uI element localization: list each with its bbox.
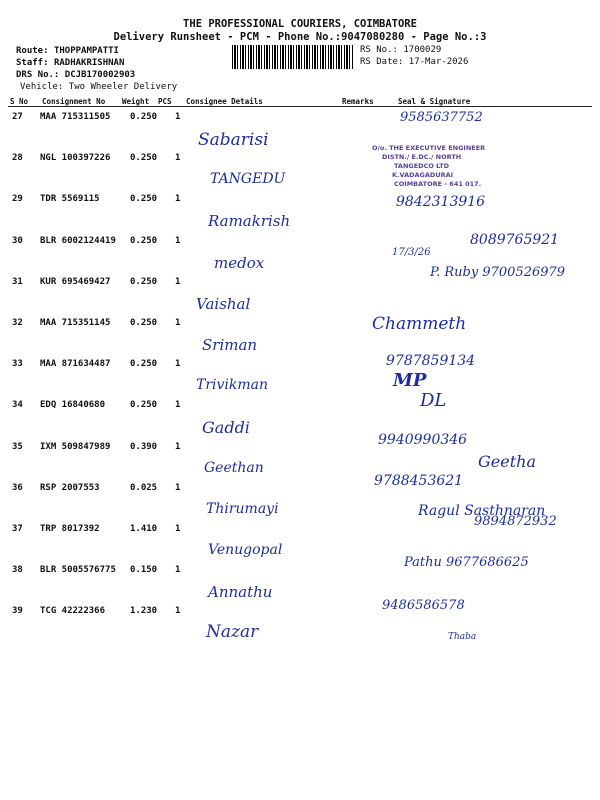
drs-value: DCJB170002903: [64, 70, 136, 80]
row-consignee-signature: Gaddi: [202, 418, 250, 437]
stamp-line-4: K.VADAGADURAI: [392, 171, 454, 179]
row-pcs: 1: [175, 359, 181, 369]
row-consignee-signature: Venugopal: [208, 542, 283, 558]
stamp-line-3: TANGEDCO LTD: [394, 162, 450, 170]
row-weight: 0.250: [130, 400, 158, 410]
row-consignee-signature: Vaishal: [196, 295, 251, 313]
row-consignment-no: BLR 5005576775: [40, 565, 116, 575]
row-pcs: 1: [175, 442, 181, 452]
row-consignment-no: TRP 8017392: [40, 524, 100, 534]
row-pcs: 1: [175, 112, 181, 122]
row-consignment-no: NGL 100397226: [40, 153, 111, 163]
runsheet-title: THE PROFESSIONAL COURIERS, COIMBATORE: [183, 18, 417, 30]
row-sno: 33: [12, 359, 23, 369]
row-consignee-signature: Trivikman: [196, 377, 269, 393]
row-pcs: 1: [175, 153, 181, 163]
row-seal-signature: 9894872932: [474, 514, 557, 529]
stamp-line-5: COIMBATORE - 641 017.: [394, 180, 482, 188]
row-seal-signature: 9788453621: [374, 473, 464, 489]
vehicle-line: [20, 82, 177, 92]
row-consignment-no: MAA 715351145: [40, 318, 111, 328]
row-pcs: 1: [175, 565, 181, 575]
table-row: [8, 314, 592, 360]
rs-no-value: 1700029: [403, 45, 442, 55]
col-consignee: Consignee Details: [186, 97, 263, 106]
row-pcs: 1: [175, 483, 181, 493]
barcode: [232, 45, 354, 69]
row-sno: 32: [12, 318, 23, 328]
staff-line: [16, 58, 124, 68]
row-consignee-signature: Nazar: [206, 622, 259, 642]
row-pcs: 1: [175, 277, 181, 287]
row-weight: 0.250: [130, 359, 158, 369]
table-row: [8, 355, 592, 401]
row-consignee-signature: Ramakrish: [208, 212, 291, 230]
row-weight: 1.410: [130, 524, 158, 534]
row-seal-signature: 9842313916: [396, 194, 486, 210]
row-sno: 30: [12, 236, 23, 246]
row-seal-signature: 8089765921: [470, 232, 560, 248]
row-consignment-no: TCG 42222366: [40, 606, 106, 616]
rs-no-line: [360, 45, 441, 55]
row-seal-signature: 9940990346: [378, 432, 468, 448]
row-consignee-signature: Sriman: [202, 336, 258, 354]
receiver-name-note: Geetha: [478, 452, 536, 471]
col-sno: S No: [10, 97, 29, 106]
staff-label: Staff:: [16, 58, 49, 68]
official-stamp: [372, 144, 512, 206]
col-pcs: PCS: [158, 97, 172, 106]
route-value: THOPPAMPATTI: [53, 46, 119, 56]
route-line: [16, 46, 119, 56]
col-weight: Weight: [122, 97, 150, 106]
row-sno: 36: [12, 483, 23, 493]
row-consignment-no: RSP 2007553: [40, 483, 100, 493]
col-remarks: Remarks: [342, 97, 374, 106]
row-consignment-no: TDR 5569115: [40, 194, 100, 204]
delivery-date-note: 17/3/26: [392, 247, 431, 258]
row-sno: 38: [12, 565, 23, 575]
row-seal-signature: 9787859134: [386, 353, 476, 369]
row-sno: 28: [12, 153, 23, 163]
stamp-line-1: O/o. THE EXECUTIVE ENGINEER: [372, 144, 486, 152]
receiver-sign-note: Thaba: [448, 632, 477, 642]
row-pcs: 1: [175, 400, 181, 410]
col-seal: Seal & Signature: [398, 97, 471, 106]
receiver-name-note-2: Ragul Sasthnaran: [418, 503, 546, 519]
row-sno: 35: [12, 442, 23, 452]
drs-label: DRS No.:: [16, 70, 60, 80]
row-sno: 29: [12, 194, 23, 204]
rs-date-value: 17-Mar-2026: [408, 57, 469, 67]
row-consignee-signature: TANGEDU: [210, 171, 286, 187]
row-consignee-signature: Annathu: [208, 583, 273, 601]
table-row: [8, 390, 592, 442]
row-consignment-no: BLR 6002124419: [40, 236, 116, 246]
row-seal-signature: Pathu 9677686625: [404, 555, 529, 570]
table-row: [8, 598, 592, 648]
row-sno: 27: [12, 112, 23, 122]
drs-line: [16, 70, 135, 80]
rs-date-line: [360, 57, 468, 67]
rs-no-label: RS No.:: [360, 45, 398, 55]
rs-date-label: RS Date:: [360, 57, 404, 67]
row-seal-signature: P. Ruby 9700526979: [430, 265, 566, 280]
row-sno: 39: [12, 606, 23, 616]
initials-note: MP: [393, 370, 427, 391]
row-pcs: 1: [175, 236, 181, 246]
row-consignee-signature: Geethan: [204, 460, 264, 476]
row-weight: 1.230: [130, 606, 158, 616]
route-label: Route:: [16, 46, 49, 56]
row-consignment-no: MAA 871634487: [40, 359, 111, 369]
row-consignment-no: KUR 695469427: [40, 277, 111, 287]
row-consignee-signature: medox: [214, 254, 265, 272]
stamp-line-2: DISTN./ E.DC./ NORTH: [382, 153, 462, 161]
row-weight: 0.150: [130, 565, 158, 575]
row-weight: 0.390: [130, 442, 158, 452]
row-seal-signature: 9585637752: [400, 110, 483, 125]
row-consignment-no: MAA 715311505: [40, 112, 111, 122]
row-weight: 0.250: [130, 112, 158, 122]
runsheet-subtitle: Delivery Runsheet - PCM - Phone No.:9047080280 - Page No.:3: [113, 31, 487, 43]
row-sno: 34: [12, 400, 23, 410]
vehicle-value: Two Wheeler Delivery: [68, 82, 178, 92]
row-pcs: 1: [175, 194, 181, 204]
row-weight: 0.250: [130, 277, 158, 287]
col-consignment: Consignment No: [42, 97, 106, 106]
row-seal-signature: 9486586578: [382, 598, 465, 613]
row-pcs: 1: [175, 606, 181, 616]
row-consignee-signature: Sabarisi: [198, 130, 269, 150]
row-weight: 0.250: [130, 153, 158, 163]
table-row: [8, 265, 592, 319]
row-seal-signature: DL: [420, 390, 447, 411]
row-pcs: 1: [175, 318, 181, 328]
row-sno: 31: [12, 277, 23, 287]
row-weight: 0.250: [130, 194, 158, 204]
row-consignee-signature: Thirumayi: [206, 501, 279, 517]
row-weight: 0.250: [130, 318, 158, 328]
row-seal-signature: Chammeth: [372, 314, 467, 334]
row-pcs: 1: [175, 524, 181, 534]
row-consignment-no: IXM 509847989: [40, 442, 111, 452]
table-row: [8, 555, 592, 607]
header-rule: [8, 106, 592, 107]
row-weight: 0.025: [130, 483, 158, 493]
vehicle-label: Vehicle:: [20, 82, 64, 92]
row-sno: 37: [12, 524, 23, 534]
row-weight: 0.250: [130, 236, 158, 246]
row-consignment-no: EDQ 16840680: [40, 400, 106, 410]
staff-value: RADHAKRISHNAN: [53, 58, 125, 68]
